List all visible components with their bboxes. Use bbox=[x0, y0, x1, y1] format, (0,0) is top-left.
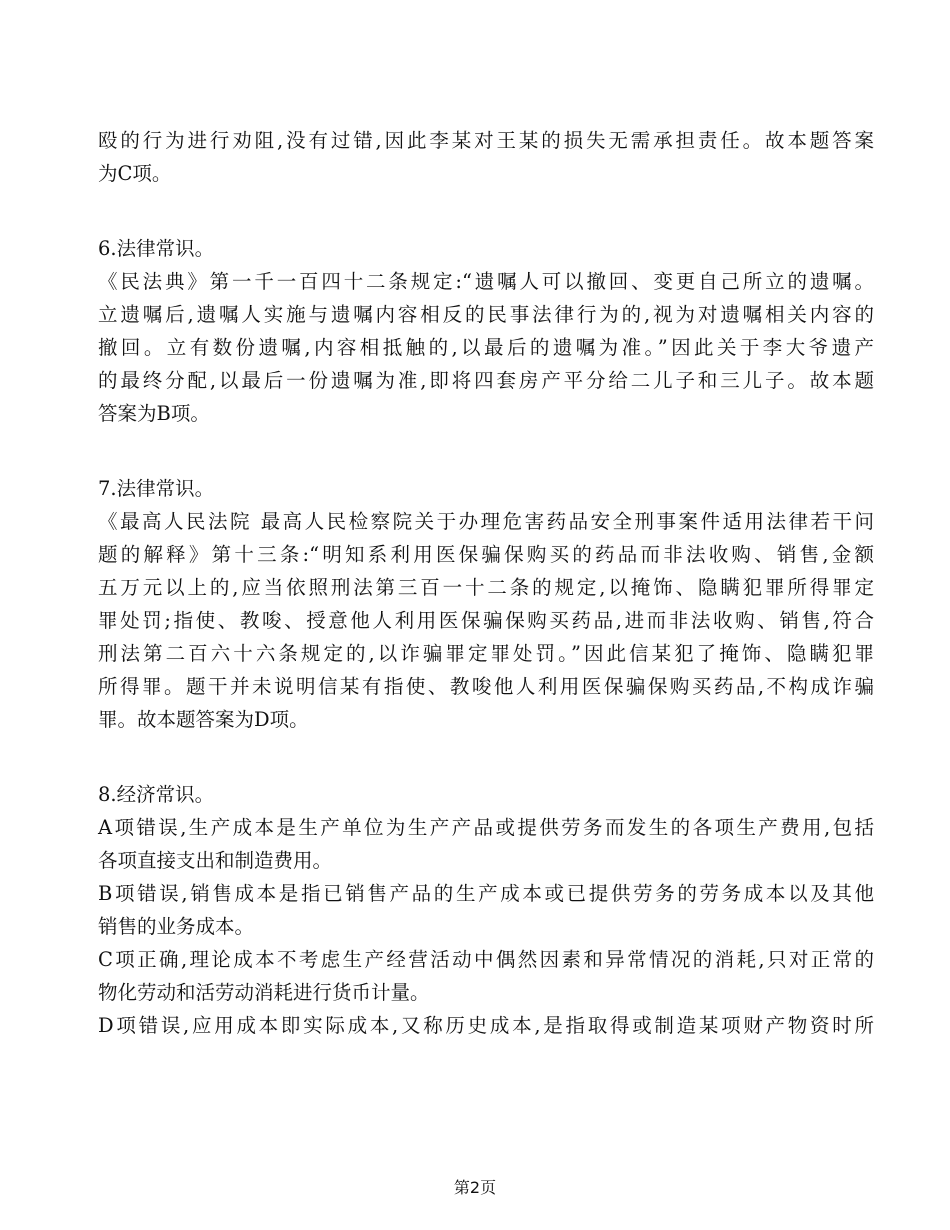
page-number: 第2页 bbox=[453, 1178, 497, 1197]
text-line: 答案为B项。 bbox=[98, 402, 210, 425]
text-line: 《民法典》第一千一百四十二条规定:“遗嘱人可以撤回、变更自己所立的遗嘱。 bbox=[98, 270, 874, 293]
question-heading: 6.法律常识。 bbox=[98, 237, 215, 260]
question-heading: 8.经济常识。 bbox=[98, 783, 215, 806]
question-6-section bbox=[98, 232, 874, 430]
text-line: 物化劳动和活劳动消耗进行货币计量。 bbox=[98, 981, 430, 1004]
question-7-section bbox=[98, 472, 874, 736]
text-line: 罪处罚;指使、教唆、授意他人利用医保骗保购买药品,进而非法收购、销售,符合 bbox=[98, 609, 874, 632]
text-line: 为C项。 bbox=[98, 162, 172, 185]
paragraph-gap bbox=[98, 736, 874, 778]
paragraph-gap bbox=[98, 190, 874, 232]
question-8-section bbox=[98, 778, 874, 1042]
text-line: 立遗嘱后,遗嘱人实施与遗嘱内容相反的民事法律行为的,视为对遗嘱相关内容的 bbox=[98, 303, 874, 326]
continuation-paragraph bbox=[98, 124, 874, 190]
text-line: 五万元以上的,应当依照刑法第三百一十二条的规定,以掩饰、隐瞒犯罪所得罪定 bbox=[98, 576, 874, 599]
text-line: C项正确,理论成本不考虑生产经营活动中偶然因素和异常情况的消耗,只对正常的 bbox=[98, 948, 874, 971]
text-line: 刑法第二百六十六条规定的,以诈骗罪定罪处罚。”因此信某犯了掩饰、隐瞒犯罪 bbox=[98, 642, 874, 665]
text-line: A项错误,生产成本是生产单位为生产产品或提供劳务而发生的各项生产费用,包括 bbox=[98, 816, 874, 839]
text-line: 销售的业务成本。 bbox=[98, 915, 255, 938]
text-line: B项错误,销售成本是指已销售产品的生产成本或已提供劳务的劳务成本以及其他 bbox=[98, 882, 874, 905]
text-line: D项错误,应用成本即实际成本,又称历史成本,是指取得或制造某项财产物资时所 bbox=[98, 1014, 874, 1037]
text-line: 各项直接支出和制造费用。 bbox=[98, 849, 333, 872]
text-line: 《最高人民法院 最高人民检察院关于办理危害药品安全刑事案件适用法律若干问 bbox=[98, 510, 874, 533]
text-line: 所得罪。题干并未说明信某有指使、教唆他人利用医保骗保购买药品,不构成诈骗 bbox=[98, 675, 874, 698]
text-line: 罪。故本题答案为D项。 bbox=[98, 708, 309, 731]
page-body bbox=[98, 124, 874, 1042]
text-line: 题的解释》第十三条:“明知系利用医保骗保购买的药品而非法收购、销售,金额 bbox=[98, 543, 874, 566]
text-line: 殴的行为进行劝阻,没有过错,因此李某对王某的损失无需承担责任。故本题答案 bbox=[98, 129, 874, 152]
text-line: 撤回。立有数份遗嘱,内容相抵触的,以最后的遗嘱为准。”因此关于李大爷遗产 bbox=[98, 336, 874, 359]
text-line: 的最终分配,以最后一份遗嘱为准,即将四套房产平分给二儿子和三儿子。故本题 bbox=[98, 369, 874, 392]
question-heading: 7.法律常识。 bbox=[98, 477, 215, 500]
paragraph-gap bbox=[98, 430, 874, 472]
